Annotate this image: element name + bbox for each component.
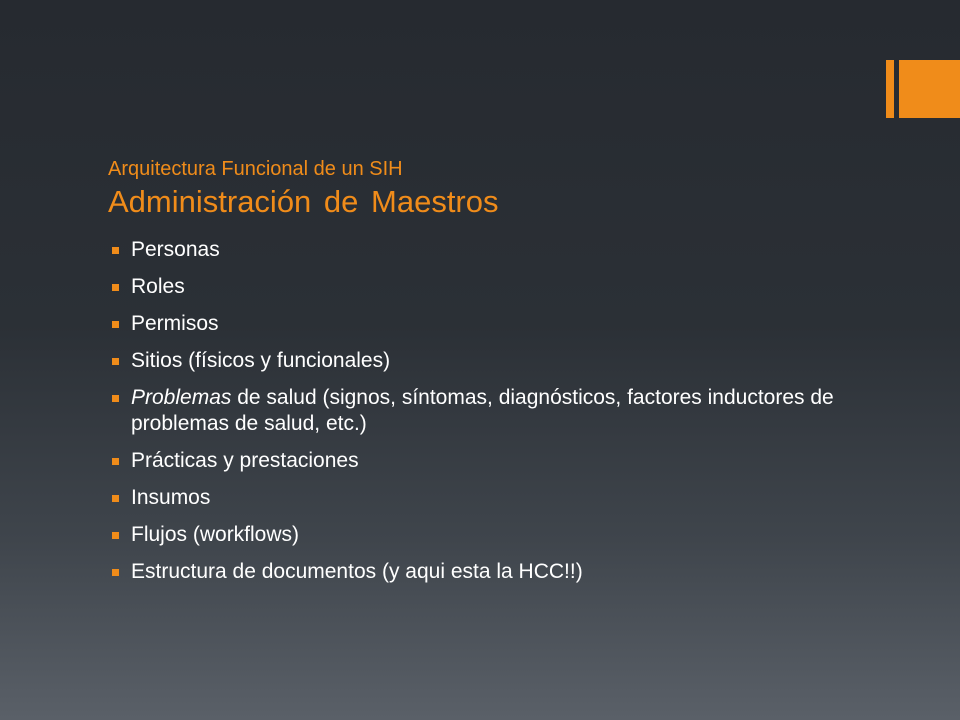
bullet-text: Sitios (físicos y funcionales) bbox=[131, 349, 391, 372]
bullet-text: Personas bbox=[131, 238, 220, 261]
bullet-square-icon bbox=[112, 569, 119, 576]
bullet-item bbox=[112, 448, 872, 474]
accent-bar-thick bbox=[899, 60, 960, 118]
bullet-square-icon bbox=[112, 395, 119, 402]
bullet-item bbox=[112, 274, 872, 300]
bullet-list bbox=[112, 237, 872, 596]
bullet-item bbox=[112, 311, 872, 337]
bullet-text: Estructura de documentos (y aqui esta la HCC!!) bbox=[131, 560, 583, 583]
bullet-text: Prácticas y prestaciones bbox=[131, 449, 359, 472]
title-line-1: Arquitectura Funcional de un SIH bbox=[108, 158, 403, 180]
bullet-text: Roles bbox=[131, 275, 185, 298]
bullet-item bbox=[112, 348, 872, 374]
bullet-square-icon bbox=[112, 495, 119, 502]
bullet-square-icon bbox=[112, 532, 119, 539]
bullet-square-icon bbox=[112, 247, 119, 254]
bullet-item bbox=[112, 485, 872, 511]
accent-bar-thin bbox=[886, 60, 894, 118]
bullet-item bbox=[112, 559, 872, 585]
bullet-square-icon bbox=[112, 284, 119, 291]
bullet-text: Insumos bbox=[131, 486, 211, 509]
bullet-square-icon bbox=[112, 321, 119, 328]
title-line-2: Administración de Maestros bbox=[108, 184, 499, 219]
bullet-text-italic: Problemas bbox=[131, 386, 232, 409]
bullet-item bbox=[112, 237, 872, 263]
bullet-text: Permisos bbox=[131, 312, 219, 335]
bullet-item bbox=[112, 385, 872, 437]
bullet-text: de salud (signos, síntomas, diagnósticos, factores inductores de problemas de salud, etc.) bbox=[131, 386, 834, 435]
bullet-square-icon bbox=[112, 358, 119, 365]
bullet-text: Flujos (workflows) bbox=[131, 523, 300, 546]
bullet-square-icon bbox=[112, 458, 119, 465]
slide-title bbox=[108, 156, 868, 222]
bullet-item bbox=[112, 522, 872, 548]
